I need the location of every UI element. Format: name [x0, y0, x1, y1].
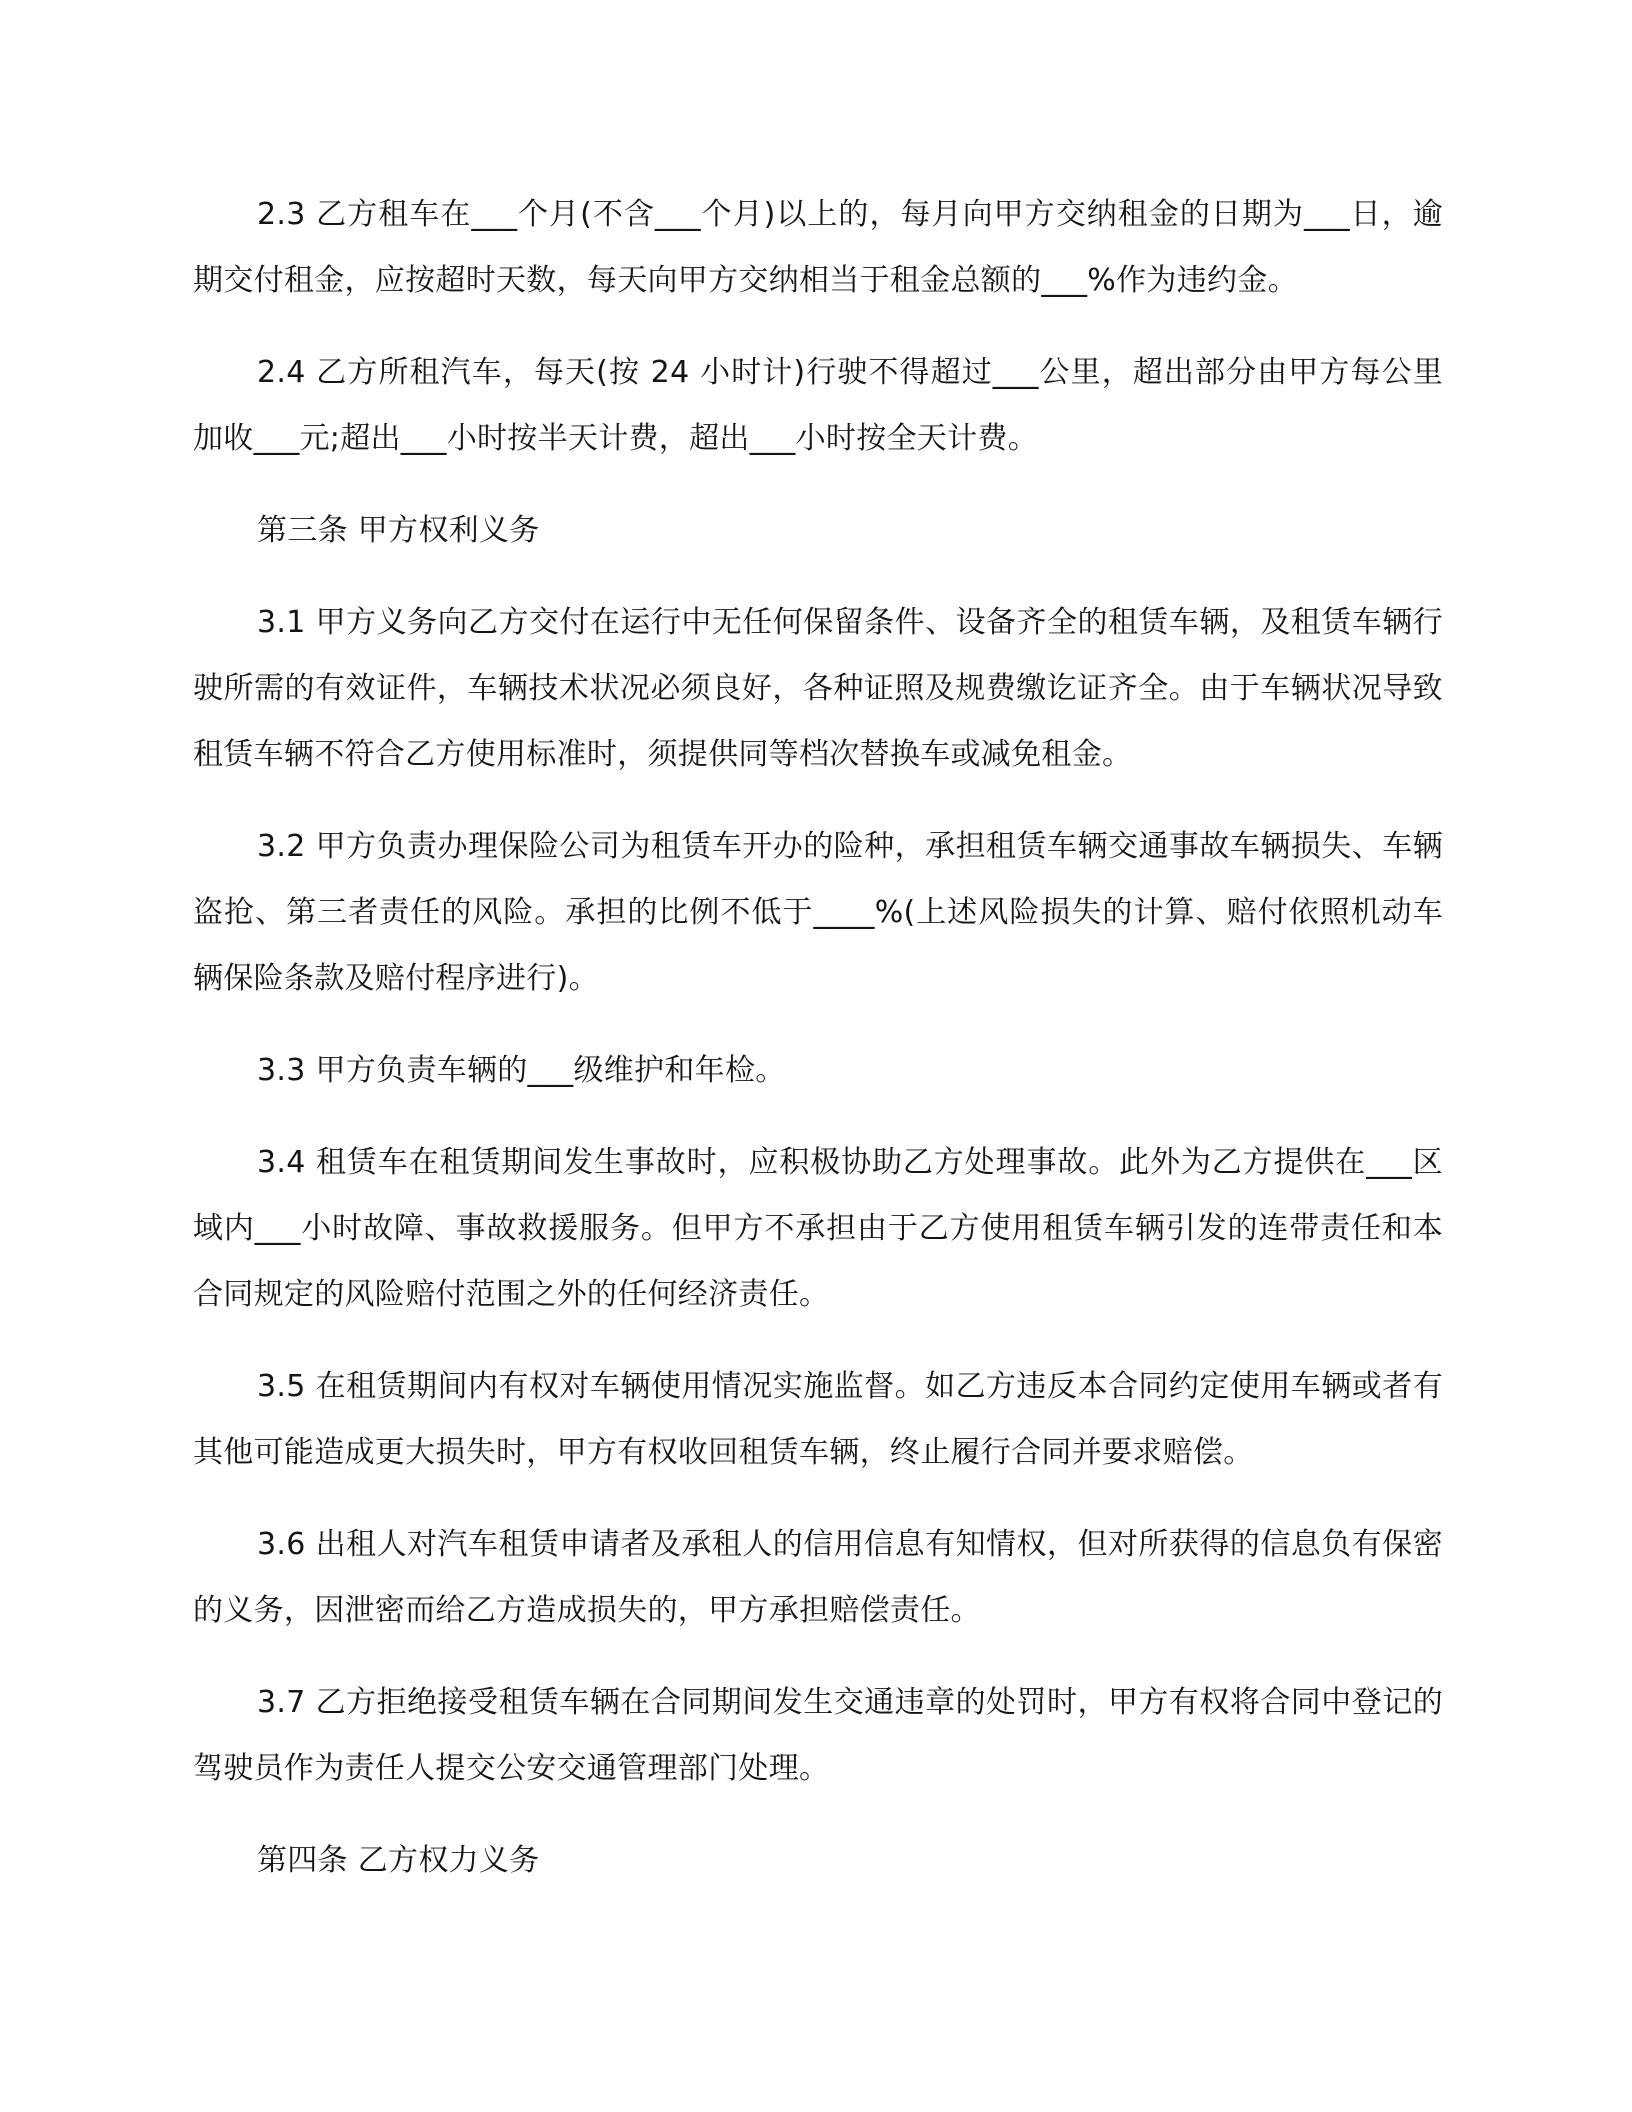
clause-3-7: 3.7 乙方拒绝接受租赁车辆在合同期间发生交通违章的处罚时，甲方有权将合同中登记的驾驶员作为责任人提交公安交通管理部门处理。 [193, 1685, 1443, 1786]
clause-3-6: 3.6 出租人对汽车租赁申请者及承租人的信用信息有知情权，但对所获得的信息负有保密的义务，因泄密而给乙方造成损失的，甲方承担赔偿责任。 [193, 1527, 1443, 1628]
clause-3-4: 3.4 租赁车在租赁期间发生事故时，应积极协助乙方处理事故。此外为乙方提供在___区域内___小时故障、事故救援服务。但甲方不承担由于乙方使用租赁车辆引发的连带责任和本合同规定的风险赔付范围之外的任何经济责任。 [193, 1145, 1443, 1312]
clause-3-1: 3.1 甲方义务向乙方交付在运行中无任何保留条件、设备齐全的租赁车辆，及租赁车辆行驶所需的有效证件，车辆技术状况必须良好，各种证照及规费缴讫证齐全。由于车辆状况导致租赁车辆不符合乙方使用标准时，须提供同等档次替换车或减免租金。 [193, 605, 1443, 772]
clause-3-3: 3.3 甲方负责车辆的___级维护和年检。 [257, 1053, 786, 1088]
clause-2-3: 2.3 乙方租车在___个月(不含___个月)以上的，每月向甲方交纳租金的日期为___日，逾期交付租金，应按超时天数，每天向甲方交纳相当于租金总额的___%作为违约金。 [193, 197, 1443, 298]
clause-3-5: 3.5 在租赁期间内有权对车辆使用情况实施监督。如乙方违反本合同约定使用车辆或者有其他可能造成更大损失时，甲方有权收回租赁车辆，终止履行合同并要求赔偿。 [193, 1369, 1443, 1470]
clause-2-4: 2.4 乙方所租汽车，每天(按 24 小时计)行驶不得超过___公里，超出部分由甲方每公里加收___元;超出___小时按半天计费，超出___小时按全天计费。 [193, 355, 1443, 456]
section-heading-article-4: 第四条 乙方权力义务 [257, 1843, 540, 1878]
clause-3-2: 3.2 甲方负责办理保险公司为租赁车开办的险种，承担租赁车辆交通事故车辆损失、车辆盗抢、第三者责任的风险。承担的比例不低于____%(上述风险损失的计算、赔付依照机动车辆保险条款及赔付程序进行)。 [193, 829, 1443, 996]
document-body [193, 182, 1443, 1894]
section-heading-article-3: 第三条 甲方权利义务 [257, 513, 540, 548]
